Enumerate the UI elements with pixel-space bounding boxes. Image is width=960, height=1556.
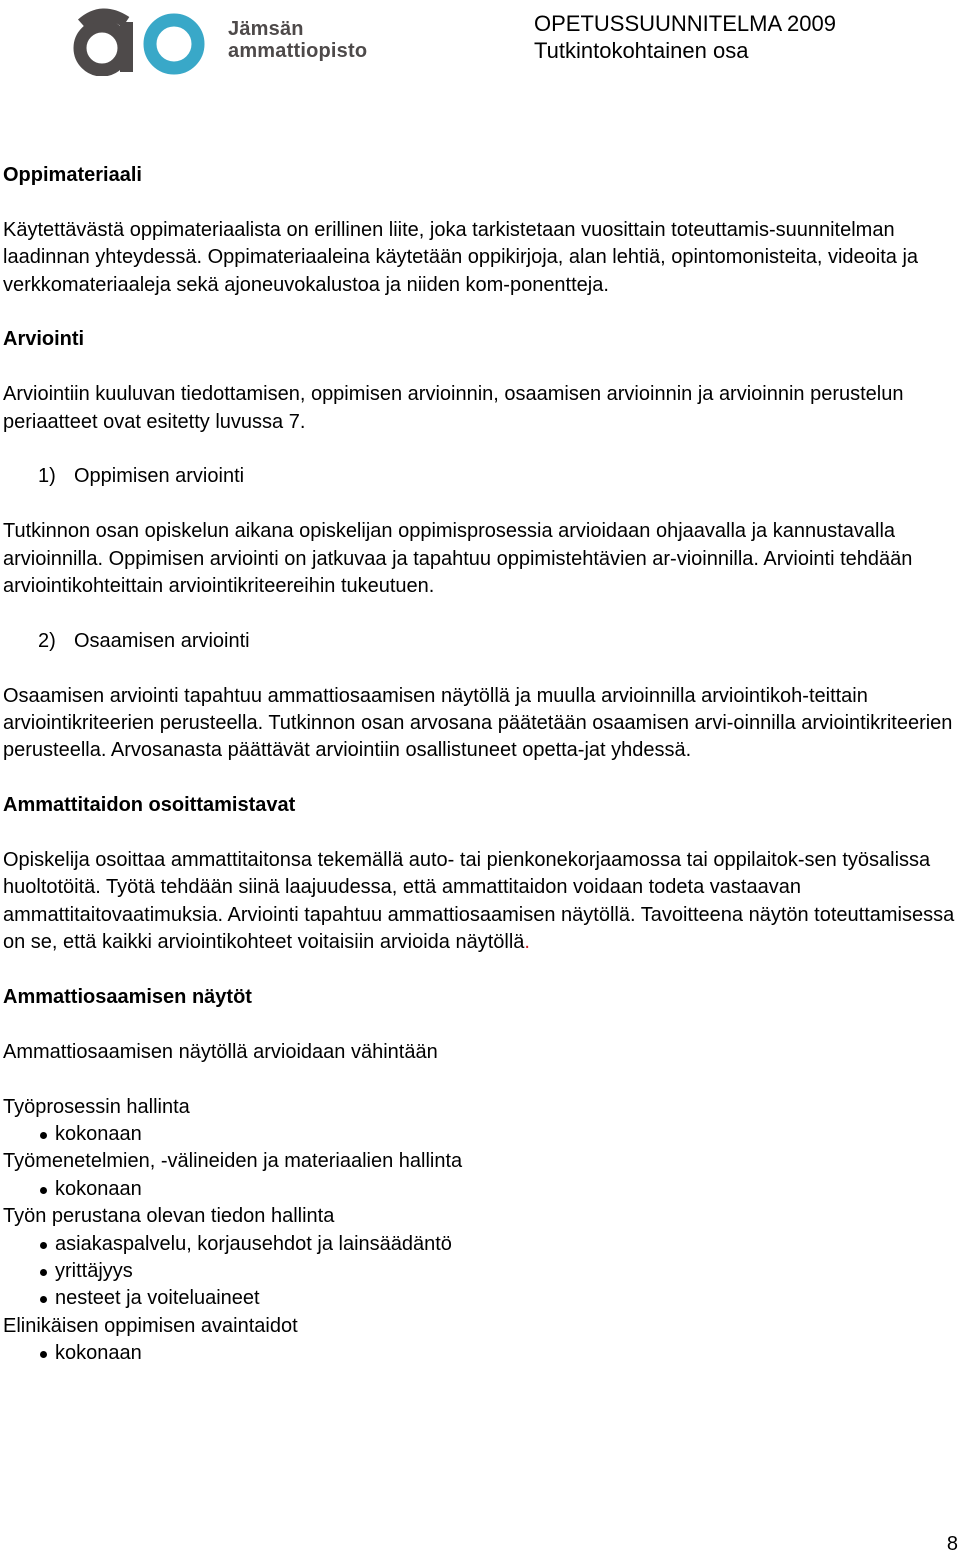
list-item: kokonaan: [3, 1176, 955, 1203]
heading-arviointi: Arviointi: [3, 328, 85, 351]
paragraph-osoittamistavat: [3, 847, 955, 957]
bullet-list: [3, 1121, 955, 1148]
group-title: Työmenetelmien, -välineiden ja materiaalien hallinta: [3, 1150, 463, 1173]
page-number: 8: [946, 1533, 958, 1555]
group-title: Työn perustana olevan tiedon hallinta: [3, 1205, 335, 1228]
paragraph-oppimisen-arviointi: Tutkinnon osan opiskelun aikana opiskelijan oppimisprosessia arvioidaan ohjaavalla ja kannustavalla arvioinnilla. Oppimisen arviointi on jatkuvaa ja tapahtuu oppimistehtävien ar-vioinnilla. Arviointi tehdään arviointikohteittain arviointikriteereihin tukeutuen.: [3, 520, 913, 598]
logo-line-1: Jämsän: [228, 18, 304, 40]
heading-osoittamistavat: Ammattitaidon osoittamistavat: [3, 794, 296, 817]
logo-line-2: ammattiopisto: [228, 40, 368, 62]
subheading-oppimisen-arviointi: [3, 463, 955, 490]
list-item: asiakaspalvelu, korjausehdot ja lainsäädäntö: [3, 1231, 955, 1258]
list-item: nesteet ja voiteluaineet: [3, 1285, 955, 1312]
document-subtitle: Tutkintokohtainen osa: [534, 38, 749, 63]
item-title-1: Oppimisen arviointi: [74, 465, 245, 488]
paragraph-naytot-intro: Ammattiosaamisen näytöllä arvioidaan vähintään: [3, 1040, 438, 1063]
paragraph-oppimateriaali: Käytettävästä oppimateriaalista on erillinen liite, joka tarkistetaan vuosittain toteuttamis-suunnitelman laadinnan yhteydessä. Oppimateriaaleina käytetään oppikirjoja, alan lehtiä, opintomonisteita, videoita ja verkkomateriaaleja sekä ajoneuvokalustoa ja niiden kom-ponentteja.: [3, 218, 919, 296]
trailing-dot: .: [524, 931, 530, 954]
group-title: Elinikäisen oppimisen avaintaidot: [3, 1314, 298, 1337]
paragraph-osaamisen-arviointi: Osaamisen arviointi tapahtuu ammattiosaamisen näytöllä ja muulla arvioinnilla arviointikoh-teittain arviointikriteerien perusteella. Tutkinnon osan arvosana päätetään osaamisen arvi-oinnilla arviointikriteerien perusteella. Arvosanasta päättävät arviointiin osallistuneet opetta-jat yhdessä.: [3, 684, 953, 762]
school-logo: [68, 4, 368, 76]
naytot-group-3: [3, 1203, 955, 1313]
osoittamistavat-text: Opiskelija osoittaa ammattitaitonsa tekemällä auto- tai pienkonekorjaamossa tai oppilaitok-sen työsalissa huoltotöitä. Työtä tehdään siinä laajuudessa, että ammattitaidon voidaan todeta vastaavan ammattitaitovaatimuksia. Arviointi tapahtuu ammattiosaamisen näytöllä. Tavoitteena näytön toteuttamisessa on se, että kaikki arviointikohteet voitaisiin arvioida näytöllä: [3, 849, 955, 954]
item-title-2: Osaamisen arviointi: [74, 629, 250, 652]
bullet-list: [3, 1231, 955, 1313]
item-number-2: 2): [38, 629, 56, 652]
item-number-1: 1): [38, 465, 56, 488]
heading-oppimateriaali: Oppimateriaali: [3, 164, 142, 186]
bullet-list: [3, 1340, 955, 1367]
naytot-group-2: [3, 1148, 955, 1203]
list-item: kokonaan: [3, 1121, 955, 1148]
naytot-group-4: [3, 1313, 955, 1368]
logo-wordmark: [228, 18, 367, 62]
list-item: kokonaan: [3, 1340, 955, 1367]
document-header: [534, 10, 836, 64]
heading-naytot: Ammattiosaamisen näytöt: [3, 986, 252, 1009]
ao-logo-mark: [68, 4, 218, 76]
bullet-list: [3, 1176, 955, 1203]
document-title: OPETUSSUUNNITELMA 2009: [534, 11, 836, 36]
group-title: Työprosessin hallinta: [3, 1095, 190, 1118]
paragraph-arviointi-intro: Arviointiin kuuluvan tiedottamisen, oppimisen arvioinnin, osaamisen arvioinnin ja arvioinnin perustelun periaatteet ovat esitetty luvussa 7.: [3, 383, 904, 433]
subheading-osaamisen-arviointi: [3, 628, 955, 655]
naytot-group-1: [3, 1094, 955, 1149]
list-item: yrittäjyys: [3, 1258, 955, 1285]
page-content: [3, 162, 955, 1368]
